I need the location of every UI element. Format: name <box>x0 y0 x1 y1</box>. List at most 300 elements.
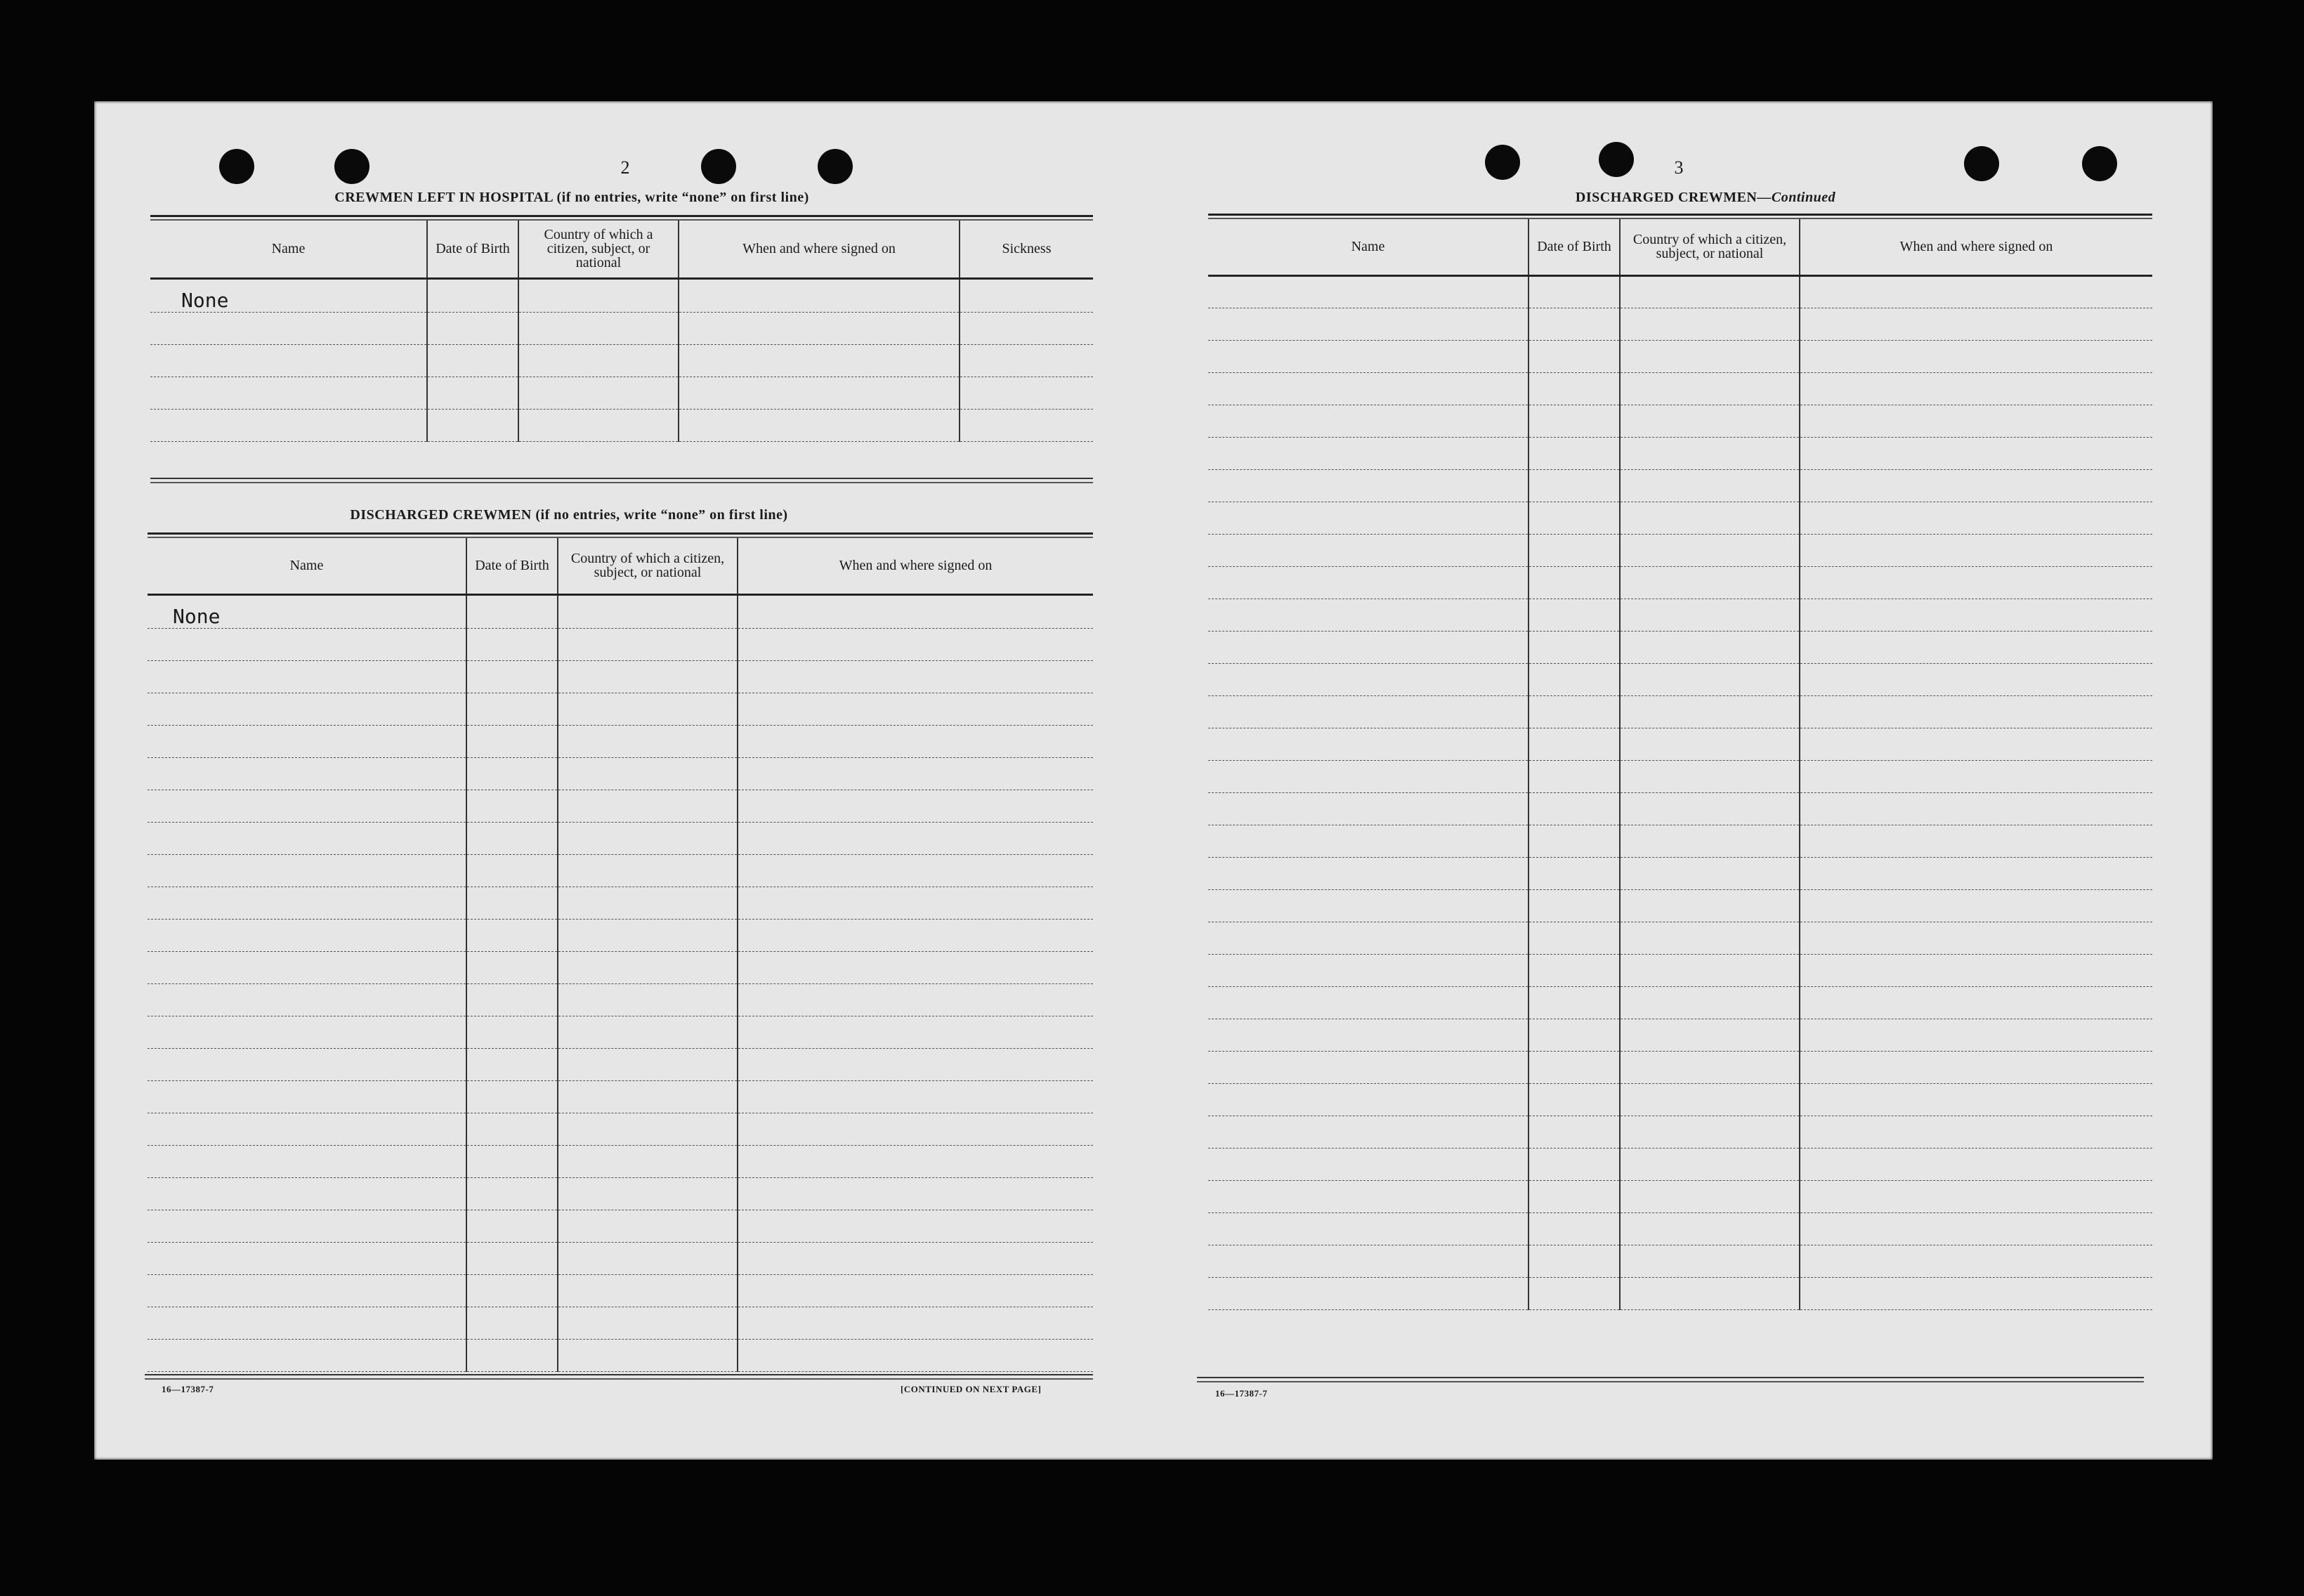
entry-cell[interactable] <box>1529 792 1620 825</box>
entry-cell[interactable] <box>150 409 427 441</box>
entry-cell[interactable] <box>738 1339 1093 1371</box>
entry-cell[interactable] <box>1620 1019 1800 1051</box>
entry-cell[interactable] <box>1208 1245 1529 1277</box>
entry-cell[interactable] <box>1208 954 1529 986</box>
entry-cell[interactable] <box>558 1016 738 1048</box>
entry-cell[interactable] <box>1800 1051 2152 1083</box>
entry-cell[interactable] <box>1620 857 1800 889</box>
col-header-country: Country of which a citizen, subject, or national <box>518 221 679 278</box>
table-row <box>148 725 1093 757</box>
entry-cell[interactable] <box>1800 728 2152 760</box>
entry-cell[interactable] <box>1620 631 1800 663</box>
entry-cell[interactable] <box>148 822 466 854</box>
entry-cell[interactable] <box>148 1177 466 1210</box>
entry-cell[interactable] <box>738 1145 1093 1177</box>
entry-cell[interactable] <box>1620 922 1800 954</box>
entry-cell[interactable] <box>1800 275 2152 308</box>
table-row <box>148 790 1093 822</box>
entry-cell[interactable] <box>1800 954 2152 986</box>
punch-hole <box>219 149 254 184</box>
table-row <box>148 660 1093 693</box>
entry-cell[interactable] <box>1800 469 2152 502</box>
entry-cell[interactable] <box>1529 825 1620 857</box>
entry-cell[interactable] <box>1529 1116 1620 1148</box>
entry-cell[interactable] <box>1800 534 2152 566</box>
form-sheet <box>94 101 2213 1460</box>
entry-cell[interactable] <box>1620 825 1800 857</box>
entry-cell[interactable] <box>518 344 679 377</box>
entry-cell[interactable] <box>738 693 1093 725</box>
entry-cell[interactable] <box>738 822 1093 854</box>
entry-cell[interactable] <box>148 725 466 757</box>
continued-title-suffix: —Continued <box>1757 190 1836 205</box>
entry-cell[interactable] <box>427 344 518 377</box>
entry-cell[interactable] <box>148 919 466 951</box>
entry-cell[interactable] <box>466 951 558 983</box>
continued-top-rule <box>1208 214 2152 219</box>
entry-cell[interactable] <box>1620 405 1800 437</box>
entry-cell[interactable] <box>1208 1051 1529 1083</box>
entry-cell[interactable] <box>148 951 466 983</box>
entry-cell[interactable] <box>1208 760 1529 792</box>
entry-cell[interactable] <box>466 757 558 790</box>
table-row <box>1208 1148 2152 1180</box>
entry-cell[interactable] <box>738 1113 1093 1145</box>
entry-cell[interactable] <box>1208 1277 1529 1309</box>
table-row <box>150 377 1093 409</box>
entry-cell[interactable] <box>466 854 558 887</box>
entry-cell[interactable] <box>1529 1083 1620 1116</box>
entry-cell[interactable] <box>1529 405 1620 437</box>
entry-cell[interactable] <box>466 628 558 660</box>
entry-cell[interactable] <box>1208 534 1529 566</box>
entry-cell[interactable] <box>466 1242 558 1274</box>
entry-cell[interactable] <box>518 377 679 409</box>
entry-cell[interactable] <box>1208 1180 1529 1212</box>
entry-cell[interactable] <box>466 1210 558 1242</box>
entry-cell[interactable] <box>466 1145 558 1177</box>
entry-cell[interactable] <box>1529 275 1620 308</box>
entry-cell[interactable] <box>1800 1180 2152 1212</box>
entry-cell[interactable] <box>1800 663 2152 695</box>
entry-cell[interactable] <box>1529 695 1620 728</box>
table-row <box>1208 275 2152 308</box>
entry-cell[interactable] <box>1208 308 1529 340</box>
entry-cell[interactable] <box>738 594 1093 628</box>
entry-cell[interactable] <box>1208 1116 1529 1148</box>
entry-cell[interactable] <box>466 594 558 628</box>
entry-cell[interactable] <box>148 757 466 790</box>
entry-cell[interactable] <box>738 1307 1093 1339</box>
table-row <box>1208 889 2152 922</box>
entry-cell[interactable] <box>1620 954 1800 986</box>
entry-cell[interactable] <box>1208 372 1529 405</box>
entry-cell[interactable] <box>1529 469 1620 502</box>
entry-cell[interactable] <box>148 1048 466 1080</box>
entry-cell[interactable] <box>1800 986 2152 1019</box>
entry-cell[interactable] <box>1620 566 1800 598</box>
entry-cell[interactable] <box>1620 275 1800 308</box>
entry-cell[interactable] <box>1620 986 1800 1019</box>
entry-cell[interactable] <box>738 951 1093 983</box>
entry-cell[interactable] <box>466 1307 558 1339</box>
entry-cell[interactable] <box>1529 1180 1620 1212</box>
entry-cell[interactable] <box>1800 792 2152 825</box>
entry-cell[interactable] <box>427 278 518 312</box>
col-header-name: Name <box>150 221 427 278</box>
entry-cell[interactable] <box>466 693 558 725</box>
hospital-rows <box>150 278 1093 441</box>
col-header-signed-on: When and where signed on <box>738 538 1093 594</box>
entry-cell[interactable] <box>1529 1212 1620 1245</box>
entry-cell[interactable] <box>1800 1148 2152 1180</box>
entry-cell[interactable] <box>466 1113 558 1145</box>
entry-cell[interactable] <box>1800 1212 2152 1245</box>
punch-hole <box>818 149 853 184</box>
entry-cell[interactable] <box>558 693 738 725</box>
entry-cell[interactable] <box>960 278 1093 312</box>
entry-cell[interactable] <box>150 344 427 377</box>
entry-cell[interactable] <box>738 919 1093 951</box>
entry-cell[interactable] <box>1208 598 1529 631</box>
entry-cell[interactable] <box>1620 1051 1800 1083</box>
entry-cell[interactable] <box>466 1080 558 1113</box>
entry-cell[interactable] <box>1800 1019 2152 1051</box>
entry-cell[interactable] <box>466 725 558 757</box>
table-row <box>1208 663 2152 695</box>
table-row <box>148 919 1093 951</box>
entry-name[interactable]: None <box>150 278 427 312</box>
entry-cell[interactable] <box>1208 663 1529 695</box>
entry-cell[interactable] <box>1620 695 1800 728</box>
entry-cell[interactable] <box>1800 631 2152 663</box>
entry-cell[interactable] <box>148 1113 466 1145</box>
entry-cell[interactable] <box>679 344 960 377</box>
entry-cell[interactable] <box>1208 695 1529 728</box>
hospital-title-bold: CREWMEN LEFT IN HOSPITAL <box>334 190 554 205</box>
table-row <box>148 1210 1093 1242</box>
entry-cell[interactable] <box>1620 792 1800 825</box>
entry-cell[interactable] <box>148 983 466 1016</box>
entry-cell[interactable] <box>558 757 738 790</box>
entry-cell[interactable] <box>738 1242 1093 1274</box>
entry-cell[interactable] <box>1208 728 1529 760</box>
entry-cell[interactable] <box>1529 954 1620 986</box>
table-row <box>148 822 1093 854</box>
entry-cell[interactable] <box>1208 1212 1529 1245</box>
entry-cell[interactable] <box>148 854 466 887</box>
entry-cell[interactable] <box>1208 1083 1529 1116</box>
entry-cell[interactable] <box>1208 792 1529 825</box>
entry-cell[interactable] <box>1620 308 1800 340</box>
entry-cell[interactable] <box>148 1339 466 1371</box>
table-row <box>1208 792 2152 825</box>
entry-cell[interactable] <box>148 1274 466 1307</box>
table-row <box>1208 534 2152 566</box>
entry-cell[interactable] <box>1800 825 2152 857</box>
entry-cell[interactable] <box>1529 728 1620 760</box>
entry-cell[interactable] <box>558 725 738 757</box>
discharged-title-note: (if no entries, write “none” on first line) <box>531 507 788 523</box>
entry-cell[interactable] <box>148 1307 466 1339</box>
entry-cell[interactable] <box>738 983 1093 1016</box>
entry-cell[interactable] <box>558 1177 738 1210</box>
entry-cell[interactable] <box>738 725 1093 757</box>
entry-cell[interactable] <box>518 409 679 441</box>
entry-cell[interactable] <box>148 693 466 725</box>
entry-cell[interactable] <box>960 344 1093 377</box>
entry-cell[interactable] <box>738 1274 1093 1307</box>
entry-cell[interactable] <box>1529 534 1620 566</box>
entry-cell[interactable] <box>558 628 738 660</box>
entry-cell[interactable] <box>1529 663 1620 695</box>
entry-cell[interactable] <box>1800 437 2152 469</box>
discharged-table <box>148 538 1093 1372</box>
entry-cell[interactable] <box>679 312 960 344</box>
entry-cell[interactable] <box>1208 437 1529 469</box>
entry-cell[interactable] <box>558 1048 738 1080</box>
entry-cell[interactable] <box>960 312 1093 344</box>
entry-cell[interactable] <box>1529 986 1620 1019</box>
table-row <box>1208 1116 2152 1148</box>
entry-cell[interactable] <box>1620 760 1800 792</box>
entry-cell[interactable] <box>1620 502 1800 534</box>
entry-cell[interactable] <box>148 1016 466 1048</box>
entry-cell[interactable] <box>1208 469 1529 502</box>
entry-cell[interactable] <box>558 854 738 887</box>
entry-cell[interactable] <box>466 790 558 822</box>
entry-cell[interactable] <box>1529 437 1620 469</box>
table-row <box>1208 760 2152 792</box>
table-row <box>148 1177 1093 1210</box>
entry-cell[interactable] <box>679 278 960 312</box>
entry-cell[interactable] <box>466 1339 558 1371</box>
table-row <box>148 1307 1093 1339</box>
entry-cell[interactable] <box>1800 308 2152 340</box>
entry-cell[interactable] <box>1208 405 1529 437</box>
entry-cell[interactable] <box>1800 405 2152 437</box>
entry-cell[interactable] <box>1800 922 2152 954</box>
entry-cell[interactable] <box>738 757 1093 790</box>
entry-cell[interactable] <box>1529 372 1620 405</box>
punch-hole <box>2082 146 2117 181</box>
entry-cell[interactable] <box>148 1080 466 1113</box>
entry-cell[interactable] <box>558 1339 738 1371</box>
entry-cell[interactable] <box>738 887 1093 919</box>
entry-cell[interactable] <box>1620 534 1800 566</box>
entry-cell[interactable] <box>1620 1180 1800 1212</box>
entry-cell[interactable] <box>558 919 738 951</box>
entry-cell[interactable] <box>466 919 558 951</box>
entry-cell[interactable] <box>679 377 960 409</box>
entry-cell[interactable] <box>1800 857 2152 889</box>
col-header-name: Name <box>1208 219 1529 275</box>
entry-cell[interactable] <box>148 1210 466 1242</box>
entry-cell[interactable] <box>466 1048 558 1080</box>
entry-cell[interactable] <box>558 822 738 854</box>
entry-cell[interactable] <box>738 790 1093 822</box>
entry-cell[interactable] <box>1800 1116 2152 1148</box>
entry-cell[interactable] <box>1208 631 1529 663</box>
entry-cell[interactable] <box>466 983 558 1016</box>
entry-cell[interactable] <box>738 1080 1093 1113</box>
entry-cell[interactable] <box>558 983 738 1016</box>
entry-cell[interactable] <box>466 822 558 854</box>
entry-cell[interactable] <box>738 1177 1093 1210</box>
entry-cell[interactable] <box>1529 1277 1620 1309</box>
entry-cell[interactable] <box>150 377 427 409</box>
entry-cell[interactable] <box>1620 1116 1800 1148</box>
entry-cell[interactable] <box>1529 598 1620 631</box>
entry-cell[interactable] <box>1620 663 1800 695</box>
entry-cell[interactable] <box>558 1307 738 1339</box>
entry-cell[interactable] <box>1208 857 1529 889</box>
table-row <box>1208 372 2152 405</box>
entry-cell[interactable] <box>558 1145 738 1177</box>
col-header-country: Country of which a citizen, subject, or national <box>1620 219 1800 275</box>
page-number-left: 2 <box>620 157 630 178</box>
entry-cell[interactable] <box>1529 1245 1620 1277</box>
entry-cell[interactable] <box>148 790 466 822</box>
entry-cell[interactable] <box>1800 340 2152 372</box>
entry-cell[interactable] <box>679 409 960 441</box>
entry-cell[interactable] <box>1529 1051 1620 1083</box>
entry-cell[interactable] <box>738 1016 1093 1048</box>
entry-cell[interactable] <box>738 660 1093 693</box>
entry-cell[interactable] <box>558 660 738 693</box>
entry-cell[interactable] <box>1620 1148 1800 1180</box>
entry-cell[interactable] <box>427 312 518 344</box>
entry-cell[interactable] <box>1529 340 1620 372</box>
entry-cell[interactable] <box>1529 922 1620 954</box>
entry-cell[interactable] <box>1620 372 1800 405</box>
entry-cell[interactable] <box>1208 1019 1529 1051</box>
entry-cell[interactable] <box>1620 1212 1800 1245</box>
entry-cell[interactable] <box>518 312 679 344</box>
table-row <box>1208 631 2152 663</box>
entry-cell[interactable] <box>1800 1245 2152 1277</box>
entry-cell[interactable] <box>1208 502 1529 534</box>
entry-cell[interactable] <box>148 1242 466 1274</box>
entry-cell[interactable] <box>518 278 679 312</box>
entry-cell[interactable] <box>1800 372 2152 405</box>
entry-cell[interactable] <box>466 1016 558 1048</box>
entry-cell[interactable] <box>1529 308 1620 340</box>
entry-cell[interactable] <box>1800 566 2152 598</box>
entry-cell[interactable] <box>466 887 558 919</box>
entry-cell[interactable] <box>1529 631 1620 663</box>
table-row <box>1208 695 2152 728</box>
entry-cell[interactable] <box>1208 922 1529 954</box>
table-row <box>150 409 1093 441</box>
entry-cell[interactable] <box>1620 889 1800 922</box>
entry-cell[interactable] <box>1208 986 1529 1019</box>
entry-cell[interactable] <box>1800 889 2152 922</box>
entry-cell[interactable] <box>1529 566 1620 598</box>
entry-cell[interactable] <box>1800 760 2152 792</box>
entry-cell[interactable] <box>148 1145 466 1177</box>
entry-cell[interactable] <box>148 628 466 660</box>
table-row <box>1208 1051 2152 1083</box>
entry-cell[interactable] <box>1529 760 1620 792</box>
table-row <box>1208 728 2152 760</box>
entry-cell[interactable] <box>558 1274 738 1307</box>
entry-cell[interactable] <box>1800 1277 2152 1309</box>
col-header-name: Name <box>148 538 466 594</box>
entry-cell[interactable] <box>1208 340 1529 372</box>
entry-cell[interactable] <box>1620 469 1800 502</box>
entry-cell[interactable] <box>1620 1083 1800 1116</box>
entry-cell[interactable] <box>1620 598 1800 631</box>
entry-cell[interactable] <box>427 377 518 409</box>
entry-cell[interactable] <box>558 1242 738 1274</box>
entry-cell[interactable] <box>1208 566 1529 598</box>
entry-cell[interactable] <box>1529 1019 1620 1051</box>
entry-cell[interactable] <box>558 1113 738 1145</box>
entry-cell[interactable] <box>738 628 1093 660</box>
entry-cell[interactable] <box>558 790 738 822</box>
entry-cell[interactable] <box>1800 695 2152 728</box>
entry-cell[interactable] <box>558 951 738 983</box>
entry-cell[interactable] <box>960 409 1093 441</box>
entry-cell[interactable] <box>466 1177 558 1210</box>
entry-cell[interactable] <box>1529 857 1620 889</box>
entry-name[interactable]: None <box>148 594 466 628</box>
page-number-right: 3 <box>1674 157 1684 178</box>
entry-cell[interactable] <box>738 1210 1093 1242</box>
entry-cell[interactable] <box>466 1274 558 1307</box>
table-row <box>1208 437 2152 469</box>
entry-cell[interactable] <box>466 660 558 693</box>
entry-cell[interactable] <box>558 1210 738 1242</box>
entry-cell[interactable] <box>148 660 466 693</box>
entry-cell[interactable] <box>738 1048 1093 1080</box>
entry-cell[interactable] <box>1620 340 1800 372</box>
entry-cell[interactable] <box>558 594 738 628</box>
entry-cell[interactable] <box>960 377 1093 409</box>
entry-cell[interactable] <box>1208 275 1529 308</box>
entry-cell[interactable] <box>148 887 466 919</box>
entry-cell[interactable] <box>558 1080 738 1113</box>
discharged-bottom-rule <box>145 1374 1093 1380</box>
discharged-title-bold: DISCHARGED CREWMEN <box>350 507 532 523</box>
table-row <box>148 951 1093 983</box>
table-row <box>148 983 1093 1016</box>
entry-cell[interactable] <box>1529 889 1620 922</box>
entry-cell[interactable] <box>1529 502 1620 534</box>
entry-cell[interactable] <box>427 409 518 441</box>
entry-cell[interactable] <box>1620 1245 1800 1277</box>
entry-cell[interactable] <box>558 887 738 919</box>
entry-cell[interactable] <box>1620 437 1800 469</box>
entry-cell[interactable] <box>1208 825 1529 857</box>
entry-cell[interactable] <box>1529 1148 1620 1180</box>
table-row <box>1208 598 2152 631</box>
table-row <box>1208 566 2152 598</box>
entry-cell[interactable] <box>1800 598 2152 631</box>
entry-cell[interactable] <box>1800 502 2152 534</box>
entry-cell[interactable] <box>1620 728 1800 760</box>
continued-title-bold: DISCHARGED CREWMEN <box>1575 190 1758 205</box>
entry-cell[interactable] <box>738 854 1093 887</box>
entry-cell[interactable] <box>1800 1083 2152 1116</box>
entry-cell[interactable] <box>1208 889 1529 922</box>
entry-cell[interactable] <box>1620 1277 1800 1309</box>
table-row <box>1208 340 2152 372</box>
entry-cell[interactable] <box>150 312 427 344</box>
table-row <box>1208 1212 2152 1245</box>
entry-cell[interactable] <box>1208 1148 1529 1180</box>
